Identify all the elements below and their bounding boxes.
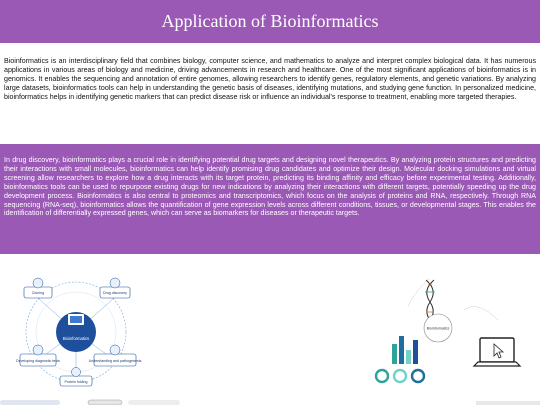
node-cloning xyxy=(24,278,52,298)
gauge-icons xyxy=(376,370,424,382)
bottom-cropped-strip xyxy=(0,392,540,405)
bar-chart-icon xyxy=(392,336,418,364)
node-label-protein-folding: Protein folding xyxy=(64,380,88,384)
node-label-drug-discovery: Drug discovery xyxy=(103,291,127,295)
page-title: Application of Bioinformatics xyxy=(161,11,379,31)
node-label-pathogenesis: Understanding and pathogenesis xyxy=(88,359,142,363)
drug-discovery-paragraph: In drug discovery, bioinformatics plays a crucial role in identifying potential drug targets and designing novel therapeutics. By analyzing protein structures and predicting their interactions with small molecules, bioinformatics can help identify promising drug candidates and optimize their design. Molecular docking simulations and virtual screening allow researchers to explore how a drug interacts with its target protein, predicting its binding affinity and efficacy before experimental testing. Additionally, bioinformatics tools can be used to repurpose existing drugs for new indications by analyzing their interactions with different targets, potentially speeding up the drug development process. Bioinformatics is also central to proteomics and transcriptomics, which focus on the analysis of proteins and RNA, respectively. Through RNA sequencing (RNA-seq), bioinformatics allows the quantification of gene expression levels across different conditions, tissues, or developmental stages. This enables the identification of differentially expressed genes, which can serve as biomarkers for diseases or therapeutic targets. xyxy=(4,156,536,218)
intro-paragraph: Bioinformatics is an interdisciplinary field that combines biology, computer science, and mathematics to analyze and interpret complex biological data. It has numerous applications in various areas of biology and medicine, driving advancements in research and healthcare. One of the most significant applications of bioinformatics is in genomics. It enables the sequencing and annotation of entire genomes, allowing researchers to identify genes, regulatory elements, and genetic variations. By analyzing large datasets, bioinformatics tools can help in understanding the genetic basis of diseases, identifying mutations, and studying gene function. In personalized medicine, bioinformatics helps in identifying genetic markers that can predict disease risk or influence an individual's response to treatment, enabling more targeted therapies. xyxy=(4,57,536,101)
illustration-center-label: Bioinformatics xyxy=(426,326,450,331)
laptop-icon xyxy=(474,338,520,366)
page-header xyxy=(0,0,540,43)
node-label-cloning: Cloning xyxy=(31,291,45,295)
node-drug-discovery xyxy=(100,278,130,298)
bioinformatics-illustration xyxy=(368,270,540,390)
node-diagnostic-tests xyxy=(16,345,60,366)
applications-diagram xyxy=(14,270,174,390)
diagram-center-label: Bioinformatics xyxy=(62,336,90,341)
node-label-diagnostic-tests: Developing diagnostic tests xyxy=(16,359,60,363)
node-pathogenesis xyxy=(89,345,142,366)
